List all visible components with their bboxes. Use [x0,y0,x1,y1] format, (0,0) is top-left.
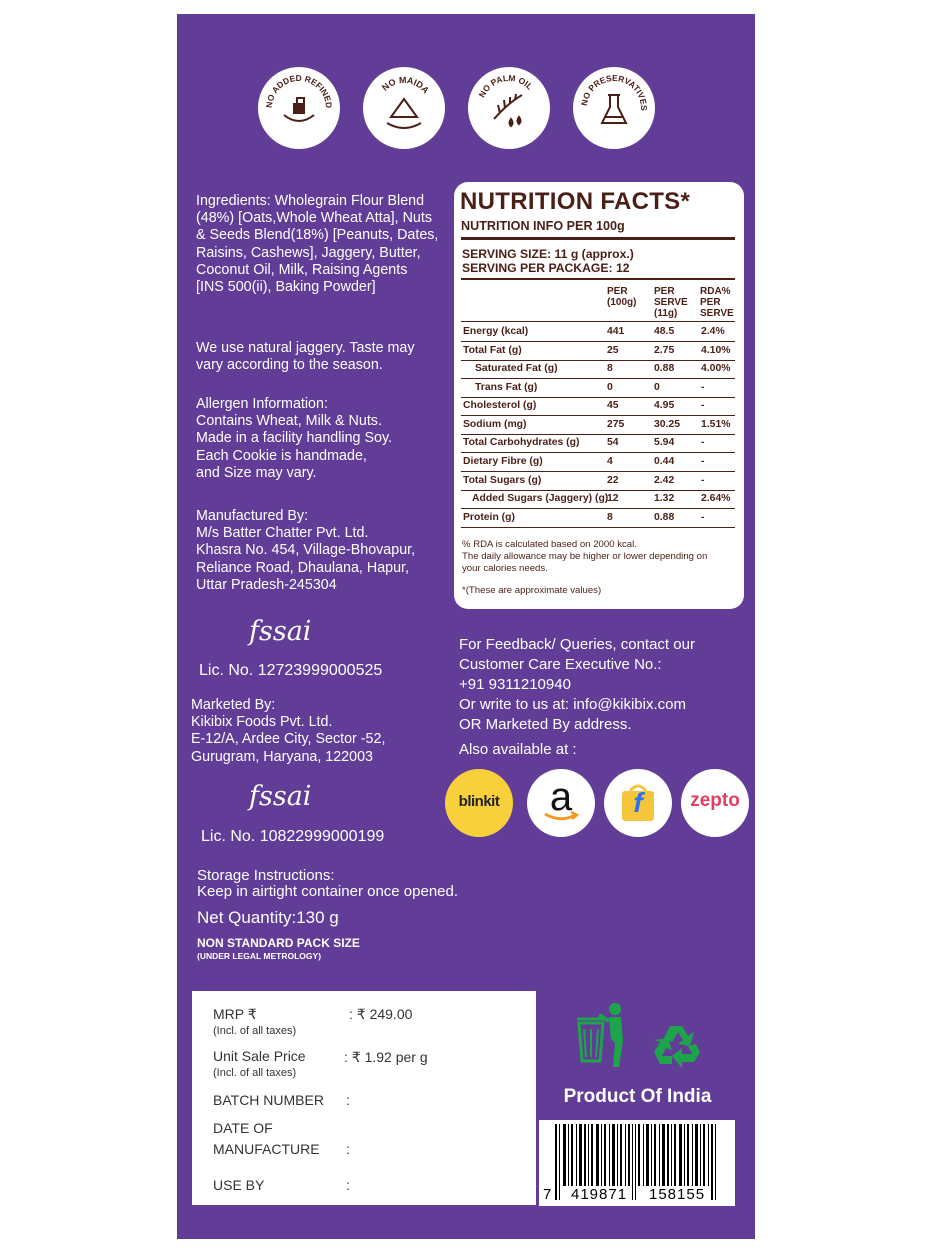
divider [461,278,735,280]
license-number-2: Lic. No. 10822999000199 [201,828,385,845]
svg-text:NO PRESERVATIVES: NO PRESERVATIVES [579,72,650,111]
unit-price-label: Unit Sale Price [213,1048,306,1064]
barcode [539,1120,735,1206]
pack-size-sub: (UNDER LEGAL METROLOGY) [197,951,322,961]
badge-no-preservatives [573,67,655,149]
col-header-perserve: PER SERVE (11g) [654,286,688,319]
svg-text:NO PALM OIL: NO PALM OIL [476,72,535,100]
product-pack-back [177,14,755,1239]
recycle-icon [650,1022,702,1070]
pack-size: NON STANDARD PACK SIZE [197,936,360,950]
manufacturer-info: Manufactured By: M/s Batter Chatter Pvt. Ltd. Khasra No. 454, Village-Bhovapur, Reliance Road, Dhaulana, Hapur, Uttar Pradesh-245304 [196,508,416,593]
col-header-per100: PER (100g) [607,286,637,308]
fssai-logo: fssai [249,616,312,647]
use-by-colon: : [346,1177,350,1193]
nutrition-row: Cholesterol (g) 45 4.95 - [461,396,735,416]
product-origin: Product Of India [563,1086,712,1107]
feedback-line: Customer Care Executive No.: [459,656,662,673]
feedback-line: OR Marketed By address. [459,716,632,733]
flipkart-logo-icon[interactable]: f [604,769,672,837]
nutrition-approx-note: *(These are approximate values) [462,585,602,596]
amazon-logo-icon[interactable]: a [527,769,595,837]
nutrition-row: Total Fat (g) 25 2.75 4.10% [461,341,735,361]
batch-number-label: BATCH NUMBER [213,1092,324,1108]
mrp-sub: (Incl. of all taxes) [213,1025,297,1037]
dustbin-icon [575,1001,631,1069]
divider [461,237,735,240]
use-by-label: USE BY [213,1177,265,1193]
mrp-label: MRP ₹ [213,1006,257,1022]
badge-no-added-sugar [258,67,340,149]
license-number-1: Lic. No. 12723999000525 [199,662,383,679]
price-panel [192,991,536,1205]
barcode-digits-left: 419871 [571,1186,628,1203]
serving-size: SERVING SIZE: 11 g (approx.) [462,247,634,261]
nutrition-row: Trans Fat (g) 0 0 - [461,378,735,398]
serving-per-package: SERVING PER PACKAGE: 12 [462,261,630,275]
nutrition-row: Sodium (mg) 275 30.25 1.51% [461,415,735,435]
zepto-logo-icon[interactable]: zepto [681,769,749,837]
nutrition-row: Added Sugars (Jaggery) (g) 12 1.32 2.64% [461,489,735,509]
feedback-line: For Feedback/ Queries, contact our [459,636,695,653]
barcode-digit-first: 7 [543,1186,552,1203]
customer-care-phone[interactable]: +91 9311210940 [459,676,571,693]
also-available-label: Also available at : [459,741,577,758]
nutrition-row: Protein (g) 8 0.88 - [461,508,735,528]
barcode-digits-right: 158155 [649,1186,706,1203]
badge-no-palm-oil [468,67,550,149]
batch-number-colon: : [346,1092,350,1108]
nutrition-row: Total Carbohydrates (g) 54 5.94 - [461,433,735,453]
nutrition-facts-panel [454,182,744,609]
dom-label: MANUFACTURE [213,1141,320,1157]
nutrition-row: Saturated Fat (g) 8 0.88 4.00% [461,359,735,379]
nutrition-row: Dietary Fibre (g) 4 0.44 - [461,452,735,472]
unit-price-sub: (Incl. of all taxes) [213,1067,297,1079]
blinkit-logo-icon[interactable]: blinkit [445,769,513,837]
nutrition-title: NUTRITION FACTS* [460,188,691,215]
nutrition-note: % RDA is calculated based on 2000 kcal. The daily allowance may be higher or lower depending on your calories needs. [462,539,708,574]
dom-label: DATE OF [213,1120,273,1136]
fssai-logo: fssai [249,781,312,812]
nutrition-row: Energy (kcal) 441 48.5 2.4% [461,322,735,342]
mrp-value: : ₹ 249.00 [349,1006,413,1022]
ingredients-text: Ingredients: Wholegrain Flour Blend (48%) [Oats,Whole Wheat Atta], Nuts & Seeds Blend(18%) [Peanuts, Dates, Raisins, Cashews], Jaggery, Butter, Coconut Oil, Milk, Raising Agents [INS 500(ii), Baking Powder] [196,193,439,296]
col-header-rda: RDA% PER SERVE [700,286,734,319]
allergen-info: Allergen Information: Contains Wheat, Milk & Nuts. Made in a facility handling Soy. Each Cookie is handmade, and Size may vary. [196,396,393,481]
unit-price-value: : ₹ 1.92 per g [344,1049,428,1065]
sugar-spoon-icon [284,98,314,121]
flour-pile-icon [387,99,421,128]
dom-colon: : [346,1141,350,1157]
jaggery-note: We use natural jaggery. Taste may vary according to the season. [196,340,415,374]
storage-instructions: Storage Instructions: Keep in airtight container once opened. [197,867,459,900]
svg-text:NO MAIDA: NO MAIDA [379,74,432,96]
badge-no-maida [363,67,445,149]
marketer-info: Marketed By: Kikibix Foods Pvt. Ltd. E-12/A, Ardee City, Sector -52, Gurugram, Haryana, 122003 [191,697,386,765]
nutrition-subtitle: NUTRITION INFO PER 100g [461,219,625,233]
palm-leaf-drops-icon [494,94,522,126]
net-quantity: Net Quantity:130 g [197,908,339,927]
flask-icon [602,95,626,123]
svg-text:NO ADDED REFINED SUGAR: NO ADDED REFINED [263,72,335,109]
nutrition-row: Total Sugars (g) 22 2.42 - [461,471,735,491]
feedback-email[interactable]: Or write to us at: info@kikibix.com [459,696,686,713]
